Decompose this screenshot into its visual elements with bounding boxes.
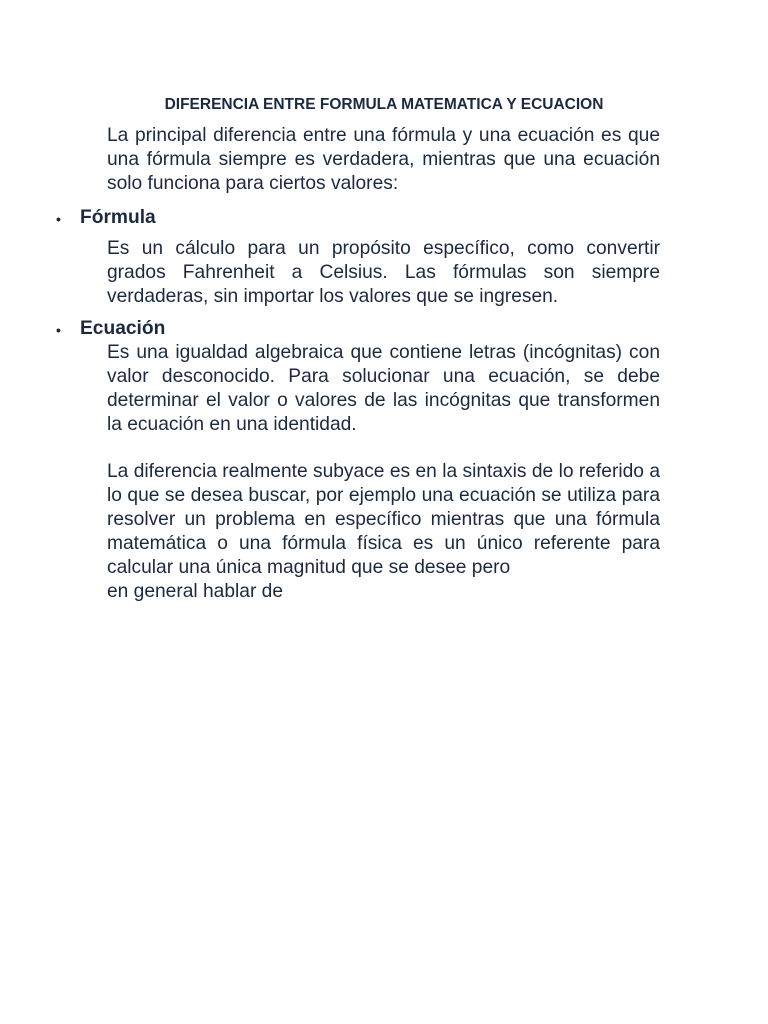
bullet-dot-icon: •: [56, 211, 61, 227]
bullet-dot-icon: •: [56, 322, 61, 338]
formula-heading: Fórmula: [80, 207, 156, 228]
intro-paragraph: La principal diferencia entre una fórmula y una ecuación es que una fórmula siempre es verdadera, mientras que una ecuación solo funciona para ciertos valores:: [107, 125, 660, 194]
ecuacion-heading: Ecuación: [80, 318, 166, 339]
conclusion-paragraph: [107, 460, 660, 604]
conclusion-main-text: La diferencia realmente subyace es en la sintaxis de lo referido a lo que se desea buscar, por ejemplo una ecuación se utiliza para resolver un problema en específico mientras que una fórmula matemática o una fórmula física es un único referente para calcular una única magnitud que se desee pero: [107, 461, 660, 578]
formula-paragraph: Es un cálculo para un propósito específico, como convertir grados Fahrenheit a Celsius. Las fórmulas son siempre verdaderas, sin importar los valores que se ingresen.: [107, 238, 660, 307]
ecuacion-paragraph: Es una igualdad algebraica que contiene letras (incógnitas) con valor desconocido. Para solucionar una ecuación, se debe determinar el valor o valores de las incógnitas que transformen la ecuación en una identidad.: [107, 342, 660, 435]
document-title: DIFERENCIA ENTRE FORMULA MATEMATICA Y ECUACION: [164, 96, 604, 113]
conclusion-last-line: en general hablar de: [107, 581, 284, 602]
bullet-ecuacion: [56, 317, 165, 343]
bullet-formula: [56, 206, 156, 232]
